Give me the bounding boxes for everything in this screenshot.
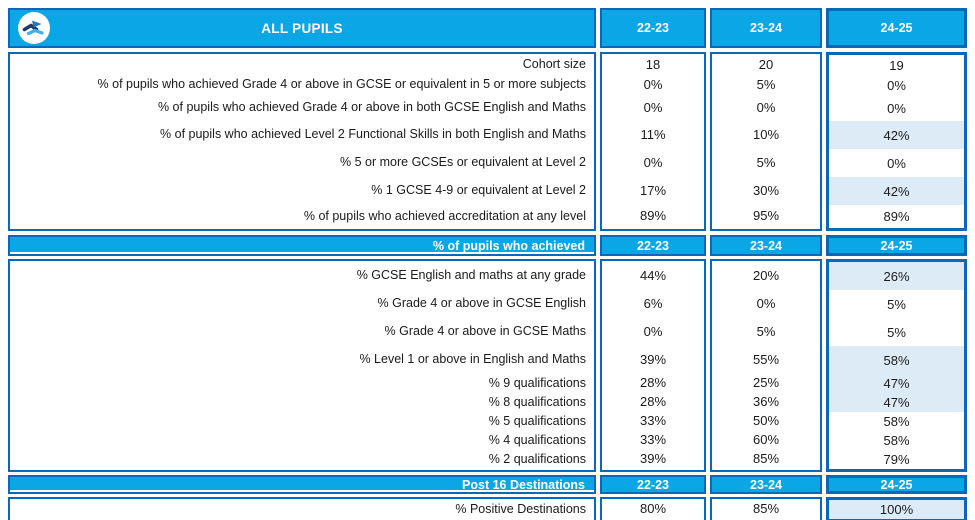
row-label-column <box>8 52 596 231</box>
values-column-24-25 <box>826 52 967 231</box>
value-cell: 0% <box>756 99 776 115</box>
row-label: % Level 1 or above in English and Maths <box>359 352 586 366</box>
value-cell: 47% <box>829 374 964 393</box>
value-cell: 5% <box>756 323 776 339</box>
value-cell: 100% <box>829 500 964 519</box>
school-logo <box>18 12 50 44</box>
section-title-bar <box>8 235 596 256</box>
section-body-row <box>8 497 967 520</box>
values-column-22-23 <box>600 259 706 472</box>
value-cell: 58% <box>829 346 964 374</box>
row-label: % 5 or more GCSEs or equivalent at Level 2 <box>340 155 586 169</box>
value-cell: 50% <box>752 413 780 428</box>
section-title-bar <box>8 475 596 494</box>
value-cell: 0% <box>643 76 663 92</box>
value-cell: 0% <box>756 295 776 311</box>
section-header-row <box>8 8 967 48</box>
year-header-23-24: 23-24 <box>710 8 822 48</box>
value-cell: 0% <box>643 99 663 115</box>
row-label-column <box>8 259 596 472</box>
row-label: Cohort size <box>522 57 586 71</box>
value-cell: 55% <box>752 351 780 367</box>
value-cell: 39% <box>639 351 667 367</box>
year-header-24-25: 24-25 <box>826 475 967 494</box>
value-cell: 26% <box>829 262 964 290</box>
value-cell: 10% <box>752 126 780 142</box>
values-column-24-25 <box>826 497 967 520</box>
row-label: % Positive Destinations <box>455 501 586 516</box>
value-cell: 11% <box>640 126 666 142</box>
value-cell: 39% <box>639 451 667 466</box>
value-cell: 89% <box>883 209 910 224</box>
section-title: ALL PUPILS <box>261 20 343 36</box>
value-cell: 44% <box>639 267 667 283</box>
value-cell: 95% <box>752 208 780 223</box>
value-cell: 5% <box>887 324 906 340</box>
value-cell: 60% <box>752 432 780 447</box>
value-cell: 5% <box>887 296 906 312</box>
values-column-22-23 <box>600 52 706 231</box>
section-title-bar <box>8 8 596 48</box>
values-column-23-24 <box>710 497 822 520</box>
value-cell: 79% <box>883 452 910 467</box>
section-body-row <box>8 52 967 231</box>
value-cell: 5% <box>756 154 776 170</box>
value-cell: 20% <box>752 267 780 283</box>
value-cell: 42% <box>829 177 964 205</box>
row-label: % 8 qualifications <box>488 394 586 409</box>
value-cell: 18 <box>645 56 661 72</box>
value-cell: 47% <box>829 393 964 412</box>
value-cell: 89% <box>639 208 667 223</box>
section-header-row <box>8 235 967 256</box>
value-cell: 25% <box>752 375 780 390</box>
value-cell: 58% <box>883 433 910 448</box>
row-label: % GCSE English and maths at any grade <box>356 268 586 282</box>
row-label: % 2 qualifications <box>488 451 586 466</box>
value-cell: 33% <box>639 413 667 428</box>
values-column-23-24 <box>710 259 822 472</box>
year-header-24-25: 24-25 <box>826 235 967 256</box>
row-label: % 5 qualifications <box>488 413 586 428</box>
value-cell: 5% <box>756 76 776 92</box>
value-cell: 20 <box>758 56 774 72</box>
value-cell: 0% <box>643 154 663 170</box>
value-cell: 28% <box>639 394 667 409</box>
row-label: % of pupils who achieved Level 2 Functional Skills in both English and Maths <box>160 127 586 141</box>
year-header-22-23: 22-23 <box>600 475 706 494</box>
value-cell: 0% <box>887 100 906 116</box>
values-column-23-24 <box>710 52 822 231</box>
value-cell: 28% <box>639 375 667 390</box>
value-cell: 0% <box>887 77 906 93</box>
row-label: % Grade 4 or above in GCSE Maths <box>384 324 586 338</box>
row-label-column <box>8 497 596 520</box>
year-header-23-24: 23-24 <box>710 235 822 256</box>
value-cell: 36% <box>752 394 780 409</box>
value-cell: 33% <box>639 432 667 447</box>
year-header-23-24: 23-24 <box>710 475 822 494</box>
row-label: % Grade 4 or above in GCSE English <box>377 296 586 310</box>
value-cell: 19 <box>889 57 904 73</box>
value-cell: 0% <box>887 155 906 171</box>
value-cell: 6% <box>643 295 663 311</box>
values-column-24-25 <box>826 259 967 472</box>
value-cell: 42% <box>829 121 964 149</box>
value-cell: 80% <box>639 501 667 516</box>
row-label: % 1 GCSE 4-9 or equivalent at Level 2 <box>371 183 586 197</box>
value-cell: 85% <box>752 451 780 466</box>
row-label: % 9 qualifications <box>488 375 586 390</box>
row-label: % of pupils who achieved Grade 4 or above in GCSE or equivalent in 5 or more subjects <box>97 77 586 91</box>
values-column-22-23 <box>600 497 706 520</box>
value-cell: 0% <box>643 323 663 339</box>
value-cell: 17% <box>639 182 667 198</box>
year-header-22-23: 22-23 <box>600 235 706 256</box>
value-cell: 85% <box>752 501 780 516</box>
section-body-row <box>8 259 967 472</box>
value-cell: 30% <box>752 182 780 198</box>
year-header-22-23: 22-23 <box>600 8 706 48</box>
row-label: % of pupils who achieved accreditation at any level <box>303 208 586 223</box>
row-label: % 4 qualifications <box>488 432 586 447</box>
section-title: % of pupils who achieved <box>432 238 585 253</box>
report-table <box>8 8 967 520</box>
value-cell: 58% <box>883 414 910 429</box>
section-header-row <box>8 475 967 494</box>
row-label: % of pupils who achieved Grade 4 or above in both GCSE English and Maths <box>157 100 586 114</box>
section-title: Post 16 Destinations <box>462 477 585 492</box>
year-header-24-25: 24-25 <box>826 8 967 48</box>
